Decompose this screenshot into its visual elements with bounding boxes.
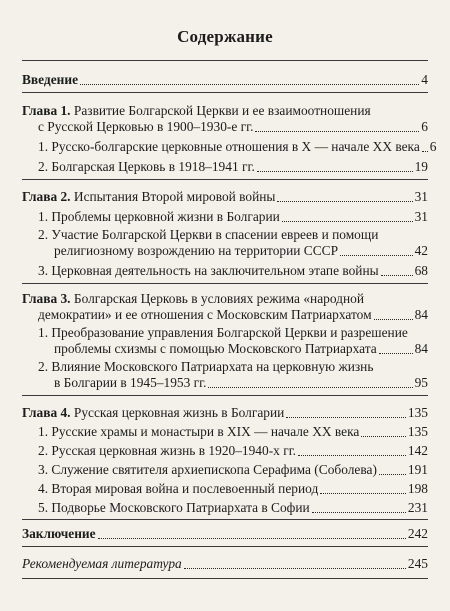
dot-leader bbox=[184, 567, 406, 569]
toc-entry[interactable] bbox=[38, 263, 428, 279]
entry-label: 2. Русская церковная жизнь в 1920–1940-х гг. bbox=[38, 443, 297, 458]
dot-leader bbox=[80, 83, 419, 85]
chapter-number: Глава 2. bbox=[22, 189, 71, 204]
chapter-3-title-cont[interactable] bbox=[38, 307, 428, 323]
dot-leader bbox=[98, 537, 406, 539]
dot-leader bbox=[340, 254, 413, 256]
chapter-title-line1: Испытания Второй мировой войны bbox=[73, 189, 276, 204]
toc-entry-cont[interactable] bbox=[54, 341, 428, 357]
chapter-number: Глава 4. bbox=[22, 405, 71, 420]
entry-label: Заключение bbox=[22, 526, 96, 541]
entry-label-line1: 2. Участие Болгарской Церкви в спасении евреев и помощи bbox=[38, 227, 379, 242]
dot-leader bbox=[361, 435, 406, 437]
dot-leader bbox=[379, 352, 413, 354]
page-number: 95 bbox=[414, 375, 428, 390]
chapter-2-title[interactable] bbox=[22, 189, 428, 205]
dot-leader bbox=[374, 318, 413, 320]
chapter-4-title[interactable] bbox=[22, 405, 428, 421]
toc-entry[interactable] bbox=[38, 424, 428, 440]
chapter-number: Глава 3. bbox=[22, 291, 71, 306]
chapter-title-line1: Развитие Болгарской Церкви и ее взаимоотношения bbox=[73, 103, 371, 118]
toc-entry-conclusion[interactable] bbox=[22, 526, 428, 542]
chapter-3-title[interactable] bbox=[22, 291, 364, 307]
page-number: 6 bbox=[429, 139, 437, 154]
page-number: 242 bbox=[407, 526, 428, 541]
toc-entry[interactable] bbox=[38, 462, 428, 478]
dot-leader bbox=[255, 130, 419, 132]
divider bbox=[22, 578, 428, 579]
dot-leader bbox=[282, 220, 413, 222]
entry-label: 4. Вторая мировая война и послевоенный период bbox=[38, 481, 319, 496]
entry-label-line2: религиозному возрождению на территории СССР bbox=[54, 243, 339, 258]
toc-entry[interactable] bbox=[38, 227, 378, 243]
toc-entry[interactable] bbox=[38, 443, 428, 459]
entry-label-line2: в Болгарии в 1945–1953 гг. bbox=[54, 375, 207, 390]
divider bbox=[22, 283, 428, 284]
page-number: 4 bbox=[421, 72, 428, 87]
chapter-title-line2: демократии» и ее отношения с Московским Патриархатом bbox=[38, 307, 372, 322]
page-number: 142 bbox=[407, 443, 428, 458]
page-number: 231 bbox=[407, 500, 428, 515]
entry-label: Введение bbox=[22, 72, 79, 87]
page-number: 31 bbox=[414, 209, 428, 224]
toc-entry[interactable] bbox=[38, 500, 428, 516]
toc-entry[interactable] bbox=[38, 139, 437, 155]
divider bbox=[22, 92, 428, 93]
entry-label: Рекомендуемая литература bbox=[22, 556, 182, 571]
entry-label-line1: 2. Влияние Московского Патриархата на церковную жизнь bbox=[38, 359, 374, 374]
page-number: 19 bbox=[414, 159, 428, 174]
dot-leader bbox=[298, 454, 406, 456]
page-number: 245 bbox=[407, 556, 428, 571]
divider bbox=[22, 60, 428, 61]
entry-label: 2. Болгарская Церковь в 1918–1941 гг. bbox=[38, 159, 255, 174]
page-number: 198 bbox=[407, 481, 428, 496]
page-number: 135 bbox=[407, 405, 428, 420]
dot-leader bbox=[286, 416, 406, 418]
divider bbox=[22, 546, 428, 547]
entry-label-line2: проблемы схизмы с помощью Московского Патриархата bbox=[54, 341, 377, 356]
toc-entry-intro[interactable] bbox=[22, 72, 428, 88]
page-number: 42 bbox=[414, 243, 428, 258]
entry-label: 3. Церковная деятельность на заключительном этапе войны bbox=[38, 263, 379, 278]
page-number: 84 bbox=[414, 307, 428, 322]
toc-entry[interactable] bbox=[38, 359, 373, 375]
chapter-title-line1: Русская церковная жизнь в Болгарии bbox=[73, 405, 285, 420]
page-number: 135 bbox=[407, 424, 428, 439]
dot-leader bbox=[312, 511, 406, 513]
page-number: 191 bbox=[407, 462, 428, 477]
dot-leader bbox=[277, 200, 412, 202]
dot-leader bbox=[381, 274, 413, 276]
dot-leader bbox=[379, 473, 406, 475]
chapter-title-line1: Болгарская Церковь в условиях режима «народной bbox=[73, 291, 364, 306]
dot-leader bbox=[422, 150, 428, 152]
page-title: Содержание bbox=[177, 27, 273, 46]
page-number: 68 bbox=[414, 263, 428, 278]
page-number: 84 bbox=[414, 341, 428, 356]
toc-entry-literature[interactable] bbox=[22, 556, 428, 572]
chapter-1-title-cont[interactable] bbox=[38, 119, 428, 135]
chapter-1-title[interactable] bbox=[22, 103, 371, 119]
entry-label: 3. Служение святителя архиепископа Серафима (Соболева) bbox=[38, 462, 377, 477]
dot-leader bbox=[257, 170, 413, 172]
divider bbox=[22, 519, 428, 520]
toc-entry[interactable] bbox=[38, 159, 428, 175]
chapter-title-line2: с Русской Церковью в 1900–1930-е гг. bbox=[38, 119, 254, 134]
dot-leader bbox=[320, 492, 406, 494]
toc-entry[interactable] bbox=[38, 209, 428, 225]
entry-label: 1. Русские храмы и монастыри в XIX — начале XX века bbox=[38, 424, 360, 439]
page-number: 31 bbox=[414, 189, 428, 204]
toc-entry-cont[interactable] bbox=[54, 243, 428, 259]
toc-entry-cont[interactable] bbox=[54, 375, 428, 391]
page-number: 6 bbox=[421, 119, 428, 134]
chapter-number: Глава 1. bbox=[22, 103, 71, 118]
entry-label: 1. Проблемы церковной жизни в Болгарии bbox=[38, 209, 280, 224]
divider bbox=[22, 179, 428, 180]
dot-leader bbox=[208, 386, 412, 388]
entry-label-line1: 1. Преобразование управления Болгарской Церкви и разрешение bbox=[38, 325, 408, 340]
toc-entry[interactable] bbox=[38, 325, 408, 341]
entry-label: 5. Подворье Московского Патриархата в Софии bbox=[38, 500, 310, 515]
entry-label: 1. Русско-болгарские церковные отношения в X — начале XX века bbox=[38, 139, 420, 154]
toc-entry[interactable] bbox=[38, 481, 428, 497]
divider bbox=[22, 395, 428, 396]
